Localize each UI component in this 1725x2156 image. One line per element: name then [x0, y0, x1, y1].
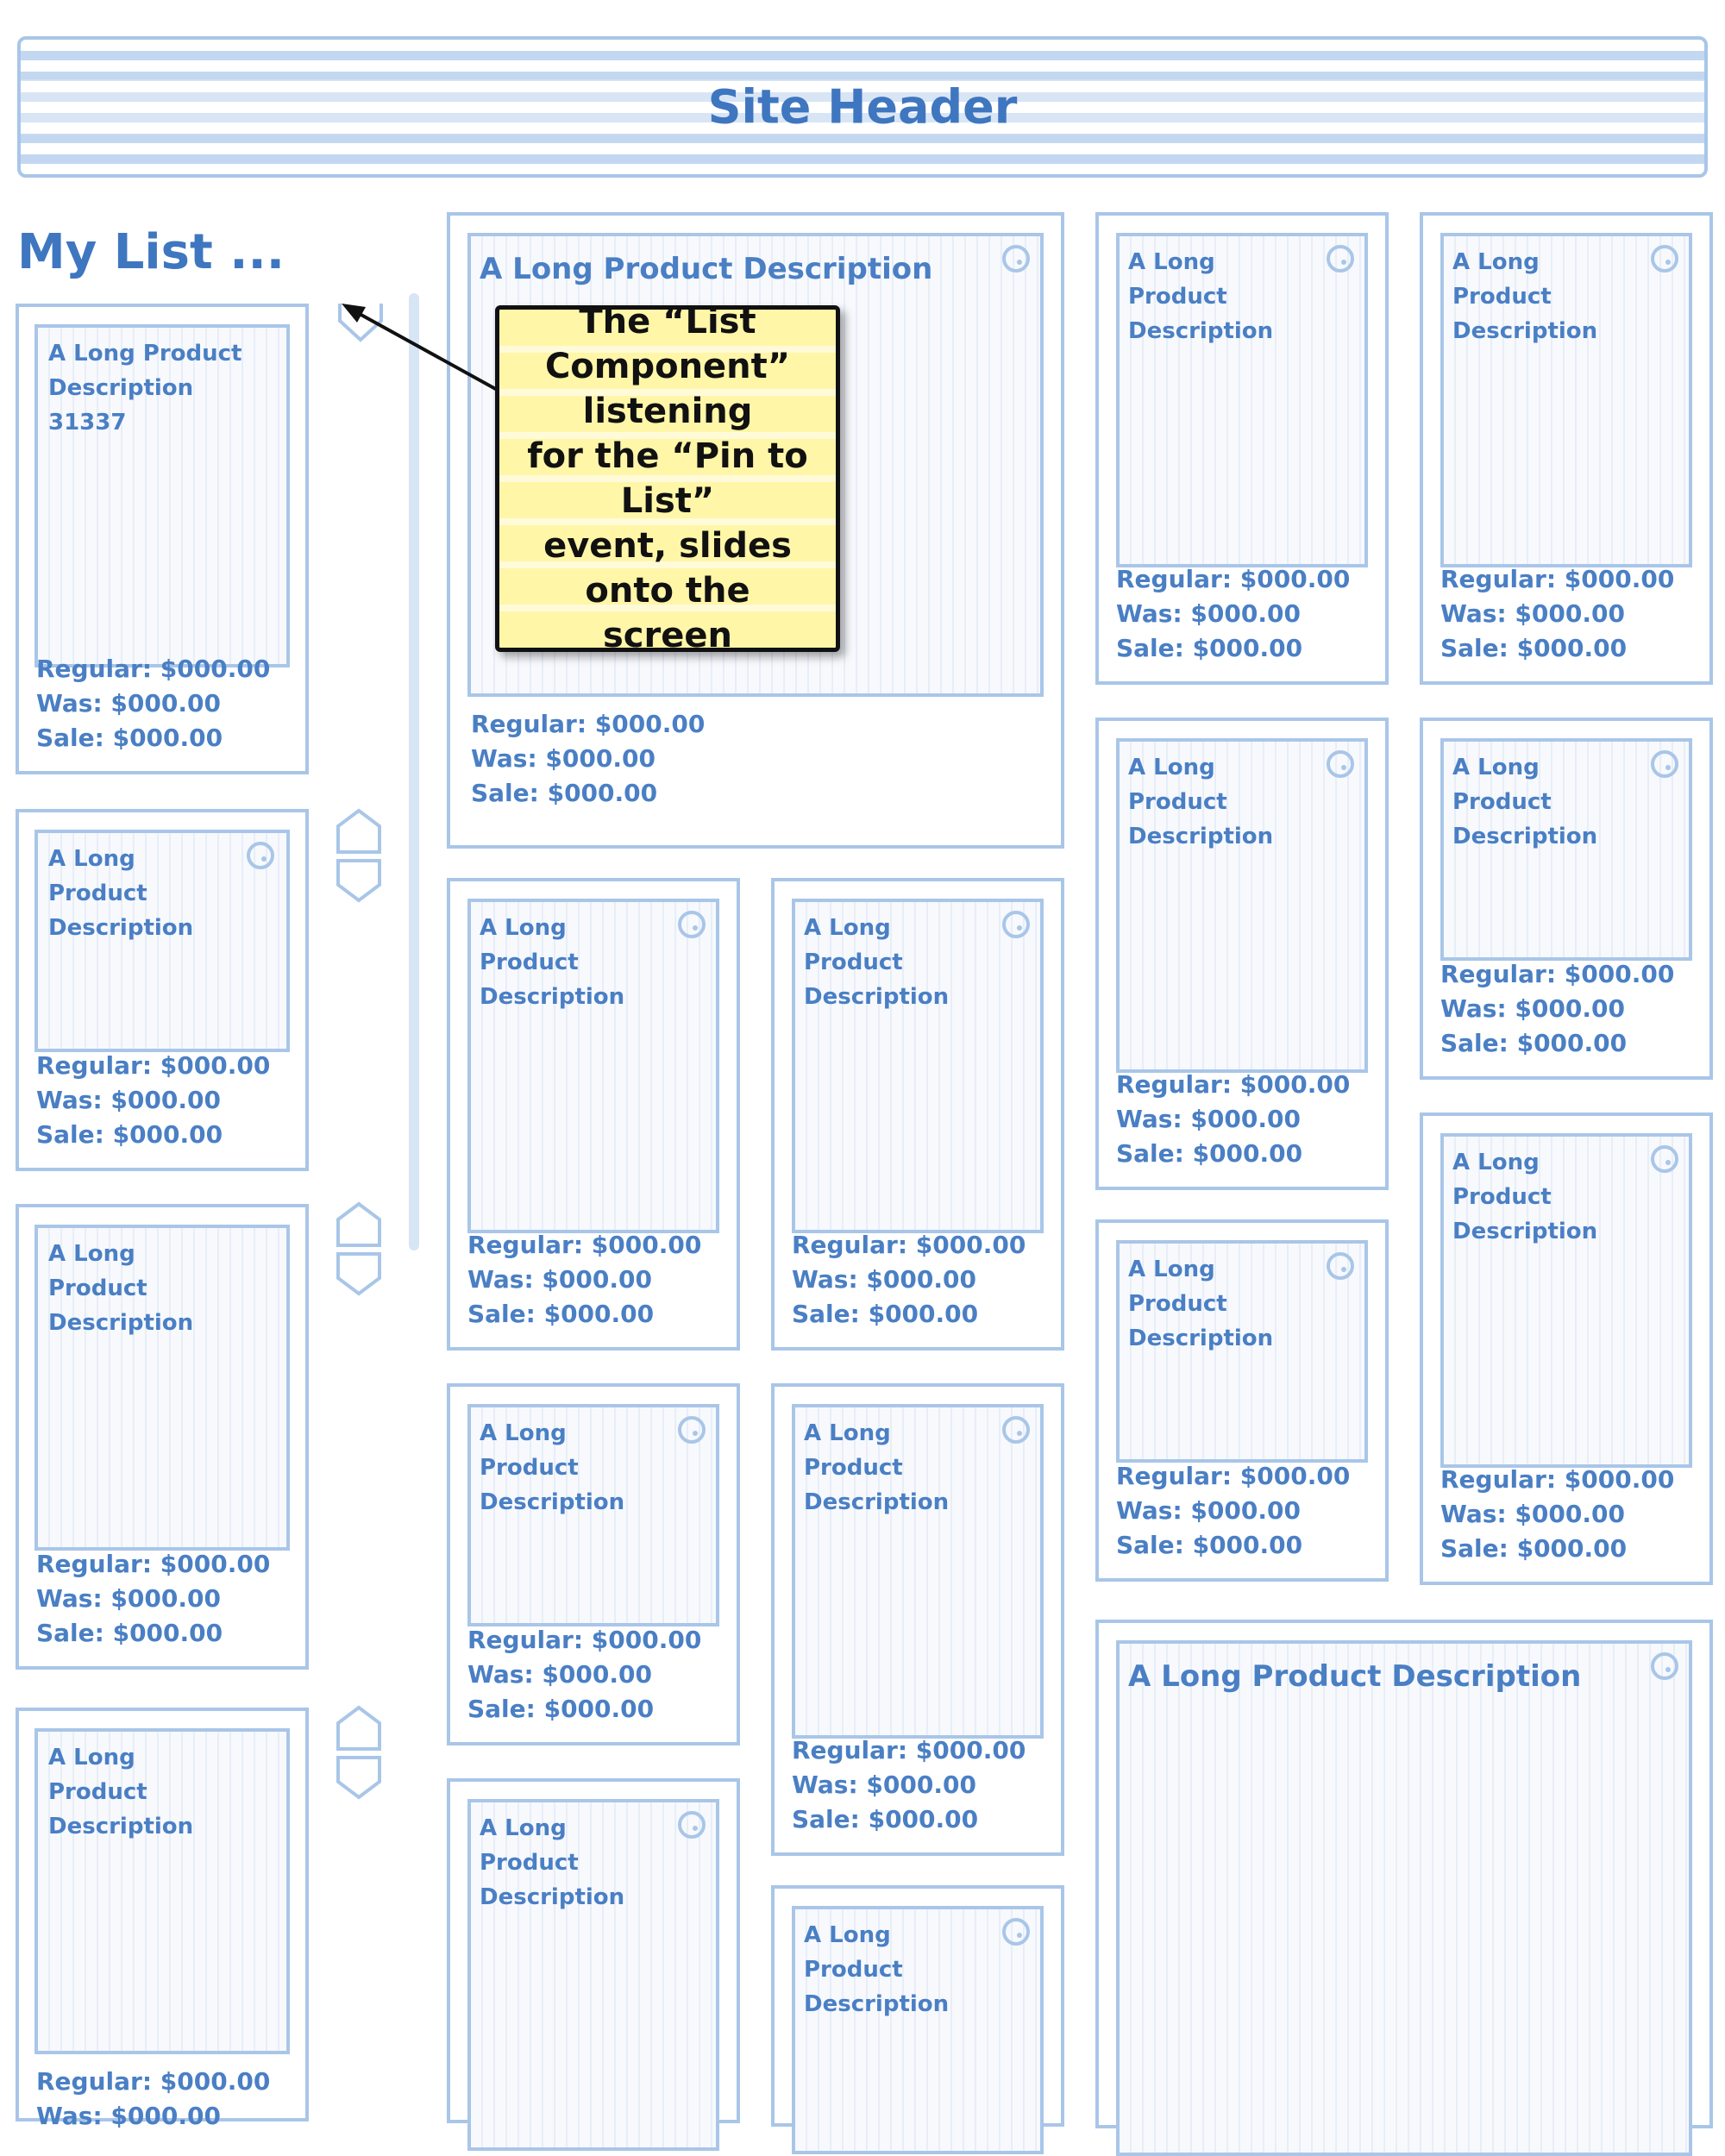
annotation-note-text: The “List Component” listening for the “Pin to List” event, slides onto the screen — [527, 302, 808, 655]
price-was: Was: $000.00 — [1116, 599, 1301, 628]
product-card-large[interactable] — [1095, 1620, 1713, 2128]
product-description: A Long Product Description — [804, 915, 950, 1010]
product-card[interactable] — [1095, 718, 1389, 1190]
product-description: A Long Product Description — [480, 1420, 625, 1515]
product-description: A Long Product Description — [1452, 249, 1598, 344]
price-sale: Sale: $000.00 — [36, 724, 223, 752]
annotation-arrow — [328, 293, 518, 405]
price-was: Was: $000.00 — [471, 744, 656, 773]
product-description: A Long Product Description — [1452, 755, 1598, 849]
my-list-item[interactable] — [16, 1204, 309, 1670]
price-was: Was: $000.00 — [467, 1265, 652, 1294]
price-regular: Regular: $000.00 — [36, 1550, 271, 1578]
product-card[interactable] — [447, 1778, 740, 2123]
price-was: Was: $000.00 — [36, 2102, 221, 2130]
price-regular: Regular: $000.00 — [467, 1626, 702, 1654]
reorder-arrows-icon[interactable] — [335, 807, 383, 904]
my-list-item[interactable] — [16, 1708, 309, 2130]
price-sale: Sale: $000.00 — [1116, 634, 1303, 662]
price-regular: Regular: $000.00 — [471, 710, 706, 738]
product-image-placeholder — [1116, 1640, 1692, 2156]
price-sale: Sale: $000.00 — [1440, 634, 1628, 662]
product-description: A Long Product Description — [480, 915, 625, 1010]
price-regular: Regular: $000.00 — [36, 1051, 271, 1080]
pin-toggle-icon[interactable] — [678, 911, 706, 938]
pin-toggle-icon[interactable] — [247, 842, 274, 869]
product-card[interactable] — [1420, 718, 1713, 1080]
price-regular: Regular: $000.00 — [1116, 1462, 1351, 1490]
my-list-item[interactable] — [16, 809, 309, 1171]
price-sale: Sale: $000.00 — [792, 1300, 979, 1328]
price-was: Was: $000.00 — [1440, 599, 1625, 628]
pin-toggle-icon[interactable] — [1327, 1252, 1354, 1280]
product-description: A Long Product Description — [480, 252, 933, 286]
reorder-arrows-icon[interactable] — [335, 1704, 383, 1801]
price-sale: Sale: $000.00 — [1116, 1531, 1303, 1559]
price-sale: Sale: $000.00 — [36, 1120, 223, 1149]
product-description: A Long Product Description — [48, 846, 194, 941]
pin-toggle-icon[interactable] — [1651, 1145, 1678, 1173]
product-description: A Long Product Description — [1452, 1150, 1598, 1244]
price-was: Was: $000.00 — [36, 689, 221, 718]
price-regular: Regular: $000.00 — [1440, 1465, 1675, 1494]
product-card[interactable] — [771, 1885, 1064, 2127]
price-regular: Regular: $000.00 — [1440, 960, 1675, 988]
price-sale: Sale: $000.00 — [467, 1695, 655, 1723]
product-description: A Long Product Description 31337 — [48, 341, 242, 436]
product-description: A Long Product Description — [1128, 1659, 1582, 1694]
my-list-title: My List ... — [17, 224, 285, 280]
product-card[interactable] — [771, 878, 1064, 1351]
price-regular: Regular: $000.00 — [1116, 1070, 1351, 1099]
price-was: Was: $000.00 — [792, 1265, 976, 1294]
price-regular: Regular: $000.00 — [36, 2067, 271, 2096]
pin-toggle-icon[interactable] — [1327, 245, 1354, 273]
price-regular: Regular: $000.00 — [36, 655, 271, 683]
price-sale: Sale: $000.00 — [1440, 1534, 1628, 1563]
price-was: Was: $000.00 — [36, 1086, 221, 1114]
price-regular: Regular: $000.00 — [792, 1736, 1026, 1764]
product-description: A Long Product Description — [804, 1420, 950, 1515]
product-description: A Long Product Description — [1128, 1257, 1274, 1351]
reorder-arrows-icon[interactable] — [335, 1200, 383, 1297]
pin-toggle-icon[interactable] — [1002, 1918, 1030, 1946]
price-sale: Sale: $000.00 — [792, 1805, 979, 1833]
price-was: Was: $000.00 — [36, 1584, 221, 1613]
product-card[interactable] — [771, 1383, 1064, 1856]
product-description: A Long Product Description — [480, 1815, 625, 1910]
price-sale: Sale: $000.00 — [467, 1300, 655, 1328]
price-sale: Sale: $000.00 — [471, 779, 658, 807]
site-header — [17, 36, 1708, 178]
product-description: A Long Product Description — [48, 1745, 194, 1839]
product-card[interactable] — [1420, 1112, 1713, 1585]
price-was: Was: $000.00 — [467, 1660, 652, 1689]
pin-toggle-icon[interactable] — [1327, 750, 1354, 778]
price-regular: Regular: $000.00 — [792, 1231, 1026, 1259]
pin-toggle-icon[interactable] — [678, 1811, 706, 1839]
price-was: Was: $000.00 — [792, 1771, 976, 1799]
price-regular: Regular: $000.00 — [1440, 565, 1675, 593]
product-card[interactable] — [1095, 1219, 1389, 1582]
price-was: Was: $000.00 — [1116, 1105, 1301, 1133]
pin-toggle-icon[interactable] — [1651, 750, 1678, 778]
product-description: A Long Product Description — [48, 1241, 194, 1336]
annotation-sticky-note — [495, 302, 840, 655]
product-card[interactable] — [447, 1383, 740, 1745]
price-sale: Sale: $000.00 — [36, 1619, 223, 1647]
product-card[interactable] — [447, 878, 740, 1351]
pin-toggle-icon[interactable] — [1651, 1652, 1678, 1680]
product-card[interactable] — [1095, 212, 1389, 685]
price-regular: Regular: $000.00 — [467, 1231, 702, 1259]
price-was: Was: $000.00 — [1440, 1500, 1625, 1528]
pin-toggle-icon[interactable] — [1002, 911, 1030, 938]
product-description: A Long Product Description — [804, 1922, 950, 2017]
my-list-item[interactable] — [16, 304, 309, 774]
product-card[interactable] — [1420, 212, 1713, 685]
product-description: A Long Product Description — [1128, 755, 1274, 849]
pin-toggle-icon[interactable] — [678, 1416, 706, 1444]
pin-toggle-icon[interactable] — [1002, 245, 1030, 273]
price-regular: Regular: $000.00 — [1116, 565, 1351, 593]
price-was: Was: $000.00 — [1116, 1496, 1301, 1525]
price-was: Was: $000.00 — [1440, 994, 1625, 1023]
site-header-title: Site Header — [21, 80, 1704, 135]
pin-toggle-icon[interactable] — [1002, 1416, 1030, 1444]
price-sale: Sale: $000.00 — [1116, 1139, 1303, 1168]
product-description: A Long Product Description — [1128, 249, 1274, 344]
list-scrollbar[interactable] — [409, 293, 419, 1250]
pin-toggle-icon[interactable] — [1651, 245, 1678, 273]
price-sale: Sale: $000.00 — [1440, 1029, 1628, 1057]
